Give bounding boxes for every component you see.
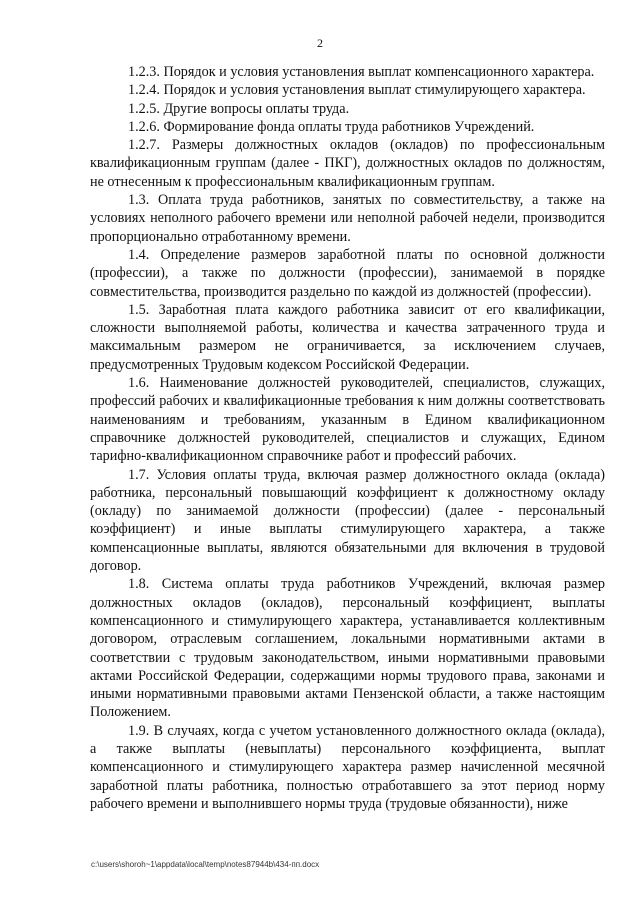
- document-body: [90, 63, 605, 813]
- paragraph-1-9: 1.9. В случаях, когда с учетом установленного должностного оклада (оклада), а также выплаты (невыплаты) персонального коэффициента, выплат компенсационного и стимулирующего характера размер начисленной месячной заработной платы работника, полностью отработавшего за этот период норму рабочего времени и выполнившего нормы труда (трудовые обязанности), ниже: [90, 722, 605, 812]
- paragraph-1-4: 1.4. Определение размеров заработной платы по основной должности (профессии), а также по должности (профессии), занимаемой в порядке совместительства, производится раздельно по каждой из должностей (профессии).: [90, 246, 605, 300]
- paragraph-1-2-6: 1.2.6. Формирование фонда оплаты труда работников Учреждений.: [128, 118, 535, 135]
- paragraph-1-2-5: 1.2.5. Другие вопросы оплаты труда.: [128, 100, 350, 117]
- paragraph-1-3: 1.3. Оплата труда работников, занятых по совместительству, а также на условиях неполного рабочего времени или неполной рабочей недели, производится пропорционально отработанному времени.: [90, 192, 605, 245]
- paragraph-1-2-3: 1.2.3. Порядок и условия установления выплат компенсационного характера.: [128, 64, 595, 80]
- page-number: 2: [317, 36, 323, 50]
- paragraph-1-2-7: 1.2.7. Размеры должностных окладов (окладов) по профессиональным квалификационным группам (далее - ПКГ), должностных окладов по должностям, не отнесенным к профессиональным квалификационным группам.: [90, 137, 605, 190]
- paragraph-1-7: 1.7. Условия оплаты труда, включая размер должностного оклада (оклада) работника, персональный повышающий коэффициент к должностному окладу (окладу) по занимаемой должности (профессии) (далее - персональный коэффициент) и иные выплаты стимулирующего характера, а также компенсационные выплаты, являются обязательными для включения в трудовой договор.: [90, 466, 605, 575]
- footer-file-path: c:\users\shoroh~1\appdata\local\temp\notes87944b\434-пп.docx: [91, 860, 320, 869]
- paragraph-1-8: 1.8. Система оплаты труда работников Учреждений, включая размер должностных окладов (окладов), персональный коэффициент, выплаты компенсационного и стимулирующего характера, устанавливается коллективным договором, отраслевым соглашением, локальными нормативными актами в соответствии с трудовым законодательством, иными нормативными правовыми актами Российской Федерации, содержащими нормы трудового права, законами и иными нормативными правовыми актами Пензенской области, а также настоящим Положением.: [90, 576, 605, 721]
- paragraph-1-6: 1.6. Наименование должностей руководителей, специалистов, служащих, профессий рабочих и квалификационные требования к ним должны соответствовать наименованиям и требованиям, указанным в Едином квалификационном справочнике должностей руководителей, специалистов и служащих, Едином тарифно-квалификационном справочнике работ и профессий рабочих.: [90, 375, 605, 465]
- paragraph-1-5: 1.5. Заработная плата каждого работника зависит от его квалификации, сложности выполняемой работы, количества и качества затраченного труда и максимальным размером не ограничивается, за исключением случаев, предусмотренных Трудовым кодексом Российской Федерации.: [90, 301, 605, 373]
- paragraph-1-2-4: 1.2.4. Порядок и условия установления выплат стимулирующего характера.: [128, 82, 586, 99]
